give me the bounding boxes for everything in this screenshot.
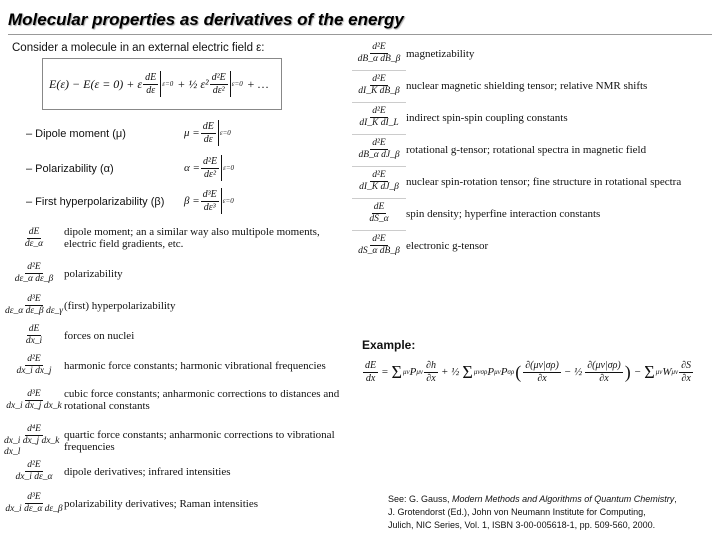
- derivative-fraction: $\frac{\text{d²E}}{\text{dB\_α dJ\_β}}$: [358, 138, 400, 160]
- table-row: [4, 354, 354, 377]
- derivative-fraction: $\frac{\text{d²E}}{\text{dx\_i dε\_α}}$: [15, 460, 53, 482]
- table-row: [352, 138, 716, 161]
- derivative-description: indirect spin-spin coupling constants: [406, 111, 568, 124]
- table-row: [4, 262, 354, 285]
- derivative-description: (first) hyperpolarizability: [64, 299, 176, 312]
- citation: See: G. Gauss, Modern Methods and Algorithms of Quantum Chemistry, J. Grotendorst (Ed.), John von Neumann Institute for Computing, Julich, NIC Series, Vol. 1, ISBN 3-00-005618-1, pp. 509-560, 2000.: [388, 494, 677, 530]
- table-row: [4, 294, 354, 317]
- table-row: [4, 424, 354, 458]
- example-label: Example:: [362, 338, 416, 352]
- half-epsilon-squared: + ½ ε²: [177, 76, 209, 91]
- derivative-description: spin density; hyperfine interaction constants: [406, 207, 601, 220]
- property-hyperpolarizability-equation: β = $\frac{\text{d³E}}{\text{dε³}}$ ε=0: [184, 188, 234, 213]
- derivative-description: polarizability derivatives; Raman intensities: [64, 497, 258, 510]
- derivative-fraction: $\frac{\text{d²E}}{\text{dε\_α dε\_β}}$: [14, 262, 54, 284]
- derivative-fraction: $\frac{\text{d²E}}{\text{dS\_α dB\_β}}$: [358, 234, 400, 256]
- intro-text: Consider a molecule in an external electric field ε:: [12, 42, 265, 54]
- table-row: [352, 170, 716, 193]
- derivative-description: polarizability: [64, 267, 123, 280]
- derivative-fraction: $\frac{\text{d³E}}{\text{dx\_i dε\_α dε\_β}}$: [5, 492, 63, 514]
- derivative-fraction: $\frac{dE}{d\varepsilon\_\alpha}$: [24, 226, 44, 249]
- derivative-fraction: $\frac{\text{d³E}}{\text{dx\_i dx\_j dx\_k}}$: [6, 388, 62, 411]
- derivative-fraction: $\frac{\text{d⁴E}}{\text{dx\_i dx\_j dx\_k dx\_l}}$: [4, 424, 60, 457]
- property-polarizability-equation: α = $\frac{\text{d²E}}{\text{dε²}}$ ε=0: [184, 155, 235, 180]
- derivative-fraction: $\frac{\text{d²E}}{\text{dI\_K dJ\_β}}$: [359, 170, 399, 192]
- derivative-description: electronic g-tensor: [406, 239, 489, 252]
- derivative-description: harmonic force constants; harmonic vibrational frequencies: [64, 359, 326, 372]
- derivative-description: cubic force constants; anharmonic corrections to distances and rotational constants: [64, 388, 340, 412]
- table-row: [352, 74, 716, 97]
- energy-expansion-equation: E(ε) − E(ε = 0) + ε $\frac{dE}{d\varepsilon}$ ε=0 + ½ ε² $\frac{\text{d²E}}{\text{dε²}}$ ε=0 + …: [42, 58, 282, 110]
- citation-book-title: Modern Methods and Algorithms of Quantum Chemistry: [452, 494, 675, 504]
- derivative-fraction: $\frac{\text{d²E}}{\text{dx\_i dx\_j}}$: [16, 354, 52, 376]
- table-row: [4, 460, 354, 483]
- table-row: [352, 234, 716, 257]
- derivative-description: quartic force constants; anharmonic corrections to vibrational frequencies: [64, 429, 335, 453]
- derivative-fraction: $\frac{\text{d²E}}{\text{dB\_α dB\_β}}$: [357, 42, 401, 64]
- gradient-example-equation: $\frac{dE}{dx}$ = Σ μν P μν $\frac{\partial h}{\partial x}$ + ½ Σ μνσρ P μν P σρ ( $\frac{\partial(\mu\nu|\sigma\rho)}{\partial x}$ − ½ $\frac{\partial(\mu\nu|\sigma\rho)}{\partial x}$ ) − Σ μν W μν $\frac{\partial S}{\partial x}$: [365, 359, 692, 384]
- derivative-fraction: $\frac{\text{d²E}}{\text{dI\_K dB\_β}}$: [358, 74, 400, 96]
- property-hyperpolarizability-label: – First hyperpolarizability (β): [26, 196, 165, 208]
- derivative-fraction: $\frac{\text{d³E}}{\text{dε\_α dε\_β dε\_γ}}$: [5, 294, 63, 316]
- derivative-description: rotational g-tensor; rotational spectra in magnetic field: [406, 143, 647, 156]
- derivative-fraction: $\frac{\text{d²E}}{\text{dI\_K dI\_L}}$: [359, 106, 399, 128]
- table-row: [4, 324, 354, 347]
- expansion-tail: + …: [246, 76, 269, 91]
- table-row: [352, 202, 716, 225]
- slide-title: Molecular properties as derivatives of the energy: [8, 10, 404, 29]
- table-row: [352, 106, 716, 129]
- table-row: [4, 388, 354, 412]
- table-row: [4, 492, 354, 515]
- derivative-description: dipole derivatives; infrared intensities: [64, 465, 231, 478]
- table-row: [352, 42, 716, 65]
- property-dipole-equation: μ = $\frac{dE}{d\varepsilon}$ ε=0: [184, 120, 231, 145]
- derivative-description: nuclear spin-rotation tensor; fine structure in rotational spectra: [406, 175, 682, 188]
- title-divider: [8, 34, 712, 35]
- derivative-description: magnetizability: [406, 47, 475, 60]
- property-dipole-label: – Dipole moment (μ): [26, 128, 126, 140]
- table-row: [4, 226, 354, 250]
- derivative-description: nuclear magnetic shielding tensor; relative NMR shifts: [406, 79, 648, 92]
- derivative-description: dipole moment; an a similar way also multipole moments, electric field gradients, etc.: [64, 226, 320, 250]
- first-derivative-fraction: $\frac{dE}{d\varepsilon}$: [145, 71, 157, 96]
- derivative-fraction: $\frac{dE}{dS\_\alpha}$: [369, 202, 389, 224]
- expansion-lhs: E(ε) − E(ε = 0) + ε: [49, 76, 143, 91]
- property-polarizability-label: – Polarizability (α): [26, 163, 114, 175]
- derivative-description: forces on nuclei: [64, 329, 135, 342]
- derivative-fraction: $\frac{dE}{dx\_i}$: [25, 324, 43, 346]
- second-derivative-fraction: $\frac{\text{d²E}}{\text{dε²}}$: [211, 71, 226, 96]
